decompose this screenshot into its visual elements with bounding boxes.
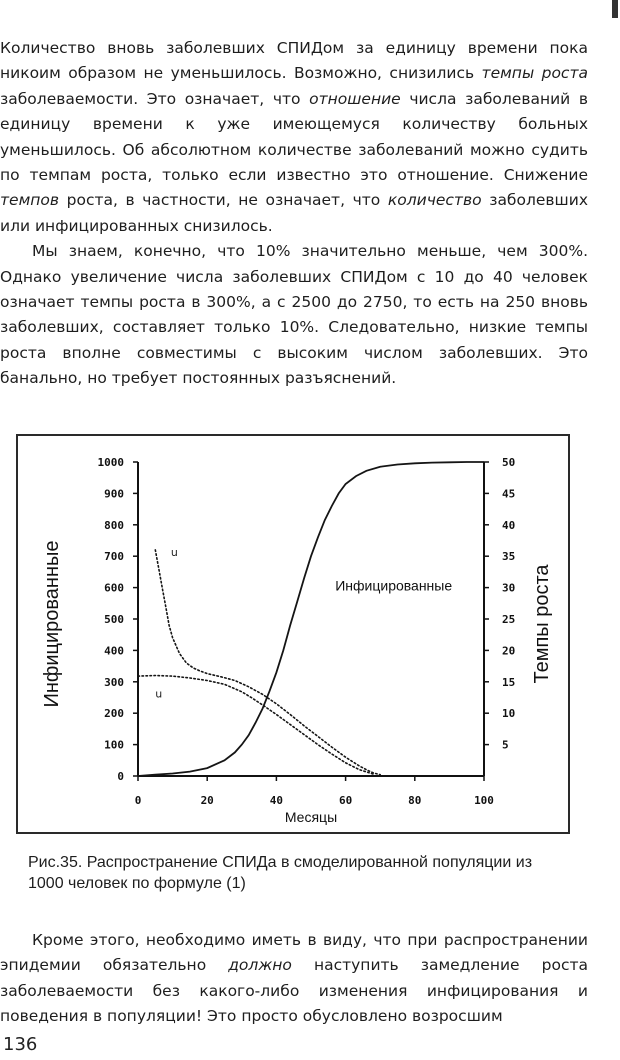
body-text-top bbox=[0, 36, 588, 392]
x-tick-label: 20 bbox=[200, 794, 214, 807]
y-right-tick-label: 45 bbox=[502, 487, 516, 501]
y-right-tick-label: 30 bbox=[502, 581, 516, 595]
y-axis-left-label: Инфицированные bbox=[41, 540, 63, 708]
text-run: Кроме этого, необходимо иметь в виду, что при распространении эпидемии обязательно bbox=[0, 931, 588, 975]
y-left-tick-label: 100 bbox=[104, 738, 124, 752]
x-axis-label: Месяцы bbox=[284, 809, 338, 825]
x-tick-label: 80 bbox=[408, 794, 422, 807]
y-right-tick-label: 35 bbox=[502, 550, 516, 564]
chart-svg bbox=[18, 436, 568, 832]
italic-term: темпов bbox=[0, 191, 60, 210]
italic-term: должно bbox=[228, 956, 292, 975]
italic-term: количество bbox=[387, 191, 482, 210]
y-left-tick-label: 300 bbox=[104, 675, 124, 689]
x-tick-label: 40 bbox=[269, 794, 284, 807]
y-axis-right-label: Темпы роста bbox=[531, 564, 553, 684]
y-left-tick-label: 1000 bbox=[97, 456, 124, 469]
x-tick-label: 60 bbox=[338, 794, 353, 807]
text-run: Количество вновь заболевших СПИДом за единицу времени пока никоим образом не уменьшилось. Возможно, снизились bbox=[0, 39, 588, 83]
page-edge-mark bbox=[612, 0, 618, 18]
y-left-tick-label: 400 bbox=[104, 644, 124, 658]
y-right-tick-label: 50 bbox=[502, 456, 516, 469]
infected-curve bbox=[138, 462, 484, 776]
y-left-tick-label: 800 bbox=[104, 518, 124, 532]
x-tick-label: 0 bbox=[134, 794, 142, 807]
italic-term: отношение bbox=[309, 89, 401, 108]
y-left-tick-label: 700 bbox=[104, 550, 124, 564]
infected-series-label: Инфицированные bbox=[335, 577, 453, 594]
text-run: заболевших или инфицированных снизилось. bbox=[0, 191, 588, 235]
text-run: числа заболеваний в единицу времени к уже имеющемуся количеству больных уменьшилось. Об абсолютном количестве заболеваний можно судить по темпам роста, только если известно это отношение. Снижение bbox=[0, 89, 588, 185]
y-left-tick-label: 200 bbox=[104, 707, 124, 721]
body-text-bottom bbox=[0, 928, 588, 1030]
text-run: роста, в частности, не означает, что bbox=[59, 191, 388, 210]
paragraph-2 bbox=[0, 239, 588, 391]
italic-term: темпы роста bbox=[481, 64, 588, 83]
page-number: 136 bbox=[3, 1034, 38, 1055]
y-right-tick-label: 40 bbox=[502, 518, 516, 532]
text-run: наступить замедление роста заболеваемости без какого-либо изменения инфицирования и поведения в популяции! Это просто обусловлено возросшим bbox=[0, 956, 588, 1026]
paragraph-3 bbox=[0, 928, 588, 1030]
curve-marker: u bbox=[155, 687, 163, 701]
paragraph-1 bbox=[0, 36, 588, 239]
figure-caption: Рис.35. Распространение СПИДа в смоделированной популяции из 1000 человек по формуле (1) bbox=[28, 854, 533, 892]
y-left-tick-label: 900 bbox=[104, 487, 124, 501]
curve-marker: u bbox=[170, 546, 178, 560]
x-tick-label: 100 bbox=[474, 794, 494, 807]
y-left-tick-label: 0 bbox=[117, 770, 124, 783]
y-right-tick-label: 15 bbox=[502, 675, 516, 689]
text-run: Мы знаем, конечно, что 10% значительно меньше, чем 300%. Однако увеличение числа заболевших СПИДом с 10 до 40 человек означает темпы роста в 300%, а с 2500 до 2750, то есть на 250 вновь заболевших, составляет только 10%. Следовательно, низкие темпы роста вполне совместимы с высоким числом заболевших. Это банально, но требует постоянных разъяснений. bbox=[0, 242, 588, 388]
figure-35 bbox=[16, 434, 570, 834]
y-right-tick-label: 5 bbox=[502, 738, 509, 752]
y-right-tick-label: 10 bbox=[502, 707, 516, 721]
y-right-tick-label: 25 bbox=[502, 613, 516, 626]
text-run: заболеваемости. Это означает, что bbox=[0, 89, 310, 108]
y-left-tick-label: 500 bbox=[104, 613, 124, 626]
y-left-tick-label: 600 bbox=[104, 581, 124, 595]
y-right-tick-label: 20 bbox=[502, 644, 516, 658]
